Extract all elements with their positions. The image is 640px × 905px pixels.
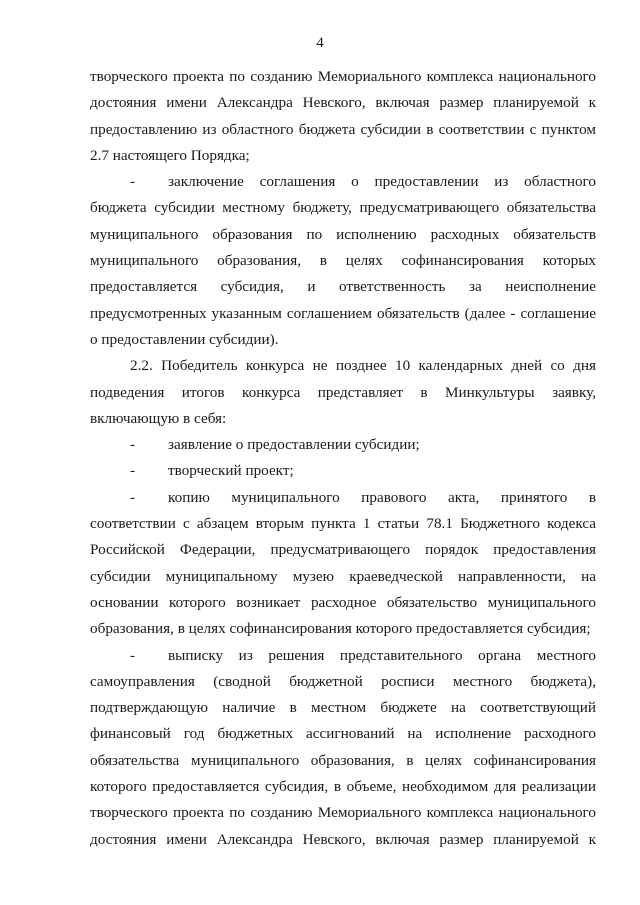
text-line: включающую в себя: — [90, 409, 227, 427]
text-line: достояния имени Александра Невского, включая размер планируемой к — [90, 830, 596, 848]
text-line: подтверждающую наличие в местном бюджете на соответствующий — [90, 699, 596, 717]
text-line: творческого проекта по созданию Мемориального комплекса национального — [90, 804, 596, 822]
text-line: предоставляется субсидия, и ответственность за неисполнение — [90, 278, 596, 296]
document-body — [90, 64, 596, 853]
text-line: творческого проекта по созданию Мемориального комплекса национального — [90, 68, 596, 85]
dash-marker: - — [130, 646, 136, 664]
text-line: финансовый год бюджетных ассигнований на исполнение расходного — [90, 725, 596, 743]
text-line: выписку из решения представительного органа местного — [168, 646, 596, 664]
list-item-first-line — [90, 643, 596, 669]
dash-marker: - — [130, 436, 136, 454]
text-line: основании которого возникает расходное обязательство муниципального — [90, 593, 596, 611]
text-line: достояния имени Александра Невского, включая размер планируемой к — [90, 94, 596, 112]
list-item-first-line — [90, 485, 596, 511]
text-line: самоуправления (сводной бюджетной росписи местного бюджета), — [90, 672, 596, 690]
text-line: предусмотренных указанным соглашением обязательств (далее - соглашение — [90, 304, 596, 322]
text-line: 2.7 настоящего Порядка; — [90, 146, 250, 164]
dash-marker: - — [130, 173, 136, 191]
text-line: Российской Федерации, предусматривающего порядок предоставления — [90, 541, 596, 559]
page-number: 4 — [316, 35, 324, 51]
list-item-first-line — [90, 169, 596, 195]
text-line: образования, в целях софинансирования которого предоставляется субсидия; — [90, 620, 591, 638]
dash-marker: - — [130, 462, 136, 480]
text-line: о предоставлении субсидии). — [90, 330, 279, 348]
text-line: муниципального образования, в целях софинансирования которых — [90, 252, 596, 270]
list-item — [90, 485, 596, 643]
paragraph-continuation — [90, 64, 596, 169]
list-item — [90, 169, 596, 353]
paragraph-2-2 — [90, 353, 596, 432]
text-line: которого предоставляется субсидия, в объеме, необходимом для реализации — [90, 778, 596, 796]
text-line: муниципального образования по исполнению расходных обязательств — [90, 225, 596, 243]
list-item — [90, 643, 596, 853]
text-line: бюджета субсидии местному бюджету, предусматривающего обязательства — [90, 199, 596, 217]
text-line: подведения итогов конкурса представляет в Минкультуры заявку, — [90, 383, 596, 401]
text-line: копию муниципального правового акта, принятого в — [168, 488, 596, 506]
text-line: заключение соглашения о предоставлении из областного — [168, 173, 596, 191]
text-line: предоставлению из областного бюджета субсидии в соответствии с пунктом — [90, 120, 596, 138]
text-line: субсидии муниципальному музею краеведческой направленности, на — [90, 567, 596, 585]
text-line: соответствии с абзацем вторым пункта 1 статьи 78.1 Бюджетного кодекса — [90, 515, 596, 533]
text-line: обязательства муниципального образования, в целях софинансирования — [90, 751, 596, 769]
list-item — [90, 432, 596, 458]
text-line: заявление о предоставлении субсидии; — [168, 436, 420, 454]
list-item — [90, 458, 596, 484]
text-line: 2.2. Победитель конкурса не позднее 10 календарных дней со дня — [130, 357, 596, 375]
text-line: творческий проект; — [168, 462, 294, 480]
dash-marker: - — [130, 488, 136, 506]
